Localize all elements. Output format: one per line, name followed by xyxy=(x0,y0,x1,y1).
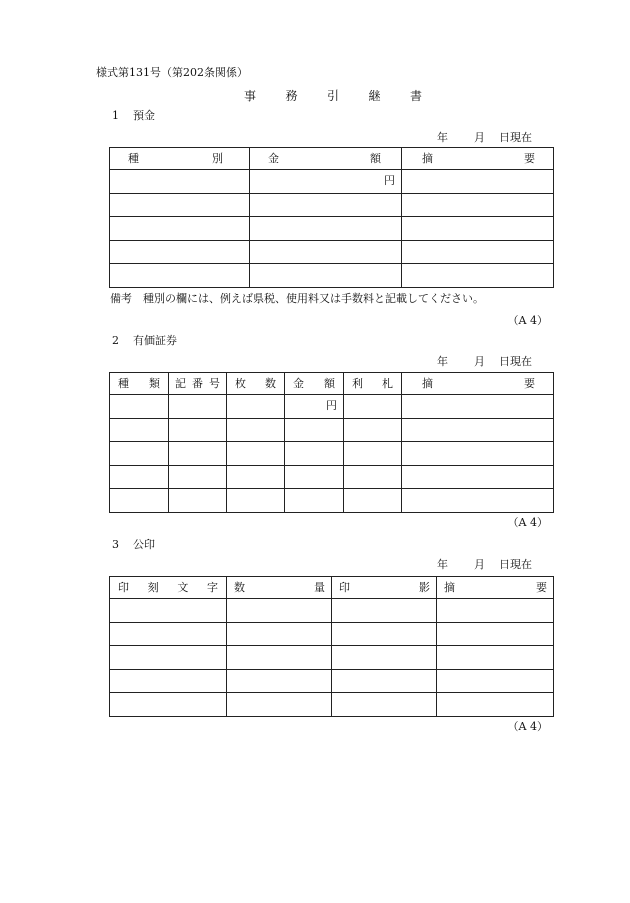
yen-unit: 円 xyxy=(250,170,402,194)
table-row xyxy=(110,669,554,693)
table-row xyxy=(110,693,554,717)
section1-title: 預金 xyxy=(133,109,155,122)
date-year-label: 年 xyxy=(437,355,448,368)
date-day-label: 日現在 xyxy=(499,558,532,571)
header-cell-amount: 金 額 xyxy=(285,373,344,395)
document-title xyxy=(244,89,422,103)
table-row xyxy=(110,599,554,623)
date-month-label: 月 xyxy=(474,131,485,144)
section2-heading xyxy=(112,334,177,348)
section3-number: 3 xyxy=(112,538,119,551)
title-char: 事 xyxy=(244,89,257,103)
section3-heading xyxy=(112,538,155,552)
table-header-row xyxy=(110,577,554,599)
table-row xyxy=(110,193,554,217)
table-header-row xyxy=(110,373,554,395)
deposits-table xyxy=(109,147,554,288)
date-year-label: 年 xyxy=(437,558,448,571)
section3-date-line xyxy=(437,558,532,572)
header-cell-kind: 種 類 xyxy=(110,373,169,395)
title-char: 務 xyxy=(285,89,298,103)
table-row xyxy=(110,442,554,466)
date-month-label: 月 xyxy=(474,558,485,571)
header-cell-impression: 印 影 xyxy=(332,577,437,599)
header-cell-remarks: 摘 要 xyxy=(437,577,554,599)
section1-note: 備考 種別の欄には、例えば県税、使用料又は手数料と記載してください。 xyxy=(110,292,484,305)
header-cell-type: 種 別 xyxy=(110,148,250,170)
table-row xyxy=(110,264,554,288)
header-cell-count: 枚 数 xyxy=(227,373,285,395)
date-day-label: 日現在 xyxy=(499,131,532,144)
header-cell-remarks: 摘 要 xyxy=(402,148,554,170)
header-cell-serial: 記 番 号 xyxy=(169,373,227,395)
table-row xyxy=(110,170,554,194)
date-month-label: 月 xyxy=(474,355,485,368)
section1-paper-size: （A 4） xyxy=(507,314,548,327)
header-cell-amount: 金 額 xyxy=(250,148,402,170)
title-char: 書 xyxy=(409,89,422,103)
table-row xyxy=(110,418,554,442)
table-row xyxy=(110,646,554,670)
section3-title: 公印 xyxy=(133,538,155,551)
section2-date-line xyxy=(437,355,532,369)
table-header-row xyxy=(110,148,554,170)
table-row xyxy=(110,489,554,513)
title-char: 引 xyxy=(326,89,339,103)
title-char: 継 xyxy=(368,89,381,103)
date-year-label: 年 xyxy=(437,131,448,144)
section2-number: 2 xyxy=(112,334,119,347)
header-cell-engraving: 印 刻 文 字 xyxy=(110,577,227,599)
section1-heading xyxy=(112,109,155,123)
form-number: 様式第131号（第202条関係） xyxy=(96,66,248,79)
yen-unit: 円 xyxy=(285,395,344,419)
table-row xyxy=(110,465,554,489)
table-row xyxy=(110,217,554,241)
header-cell-quantity: 数 量 xyxy=(227,577,332,599)
header-cell-remarks: 摘 要 xyxy=(402,373,554,395)
official-seals-table xyxy=(109,576,554,717)
header-cell-coupon: 利 札 xyxy=(344,373,402,395)
section1-date-line xyxy=(437,131,532,145)
section3-paper-size: （A 4） xyxy=(507,720,548,733)
section2-paper-size: （A 4） xyxy=(507,516,548,529)
table-row xyxy=(110,395,554,419)
table-row xyxy=(110,622,554,646)
section1-number: 1 xyxy=(112,109,119,122)
table-row xyxy=(110,240,554,264)
section2-title: 有価証券 xyxy=(133,334,177,347)
date-day-label: 日現在 xyxy=(499,355,532,368)
securities-table xyxy=(109,372,554,513)
